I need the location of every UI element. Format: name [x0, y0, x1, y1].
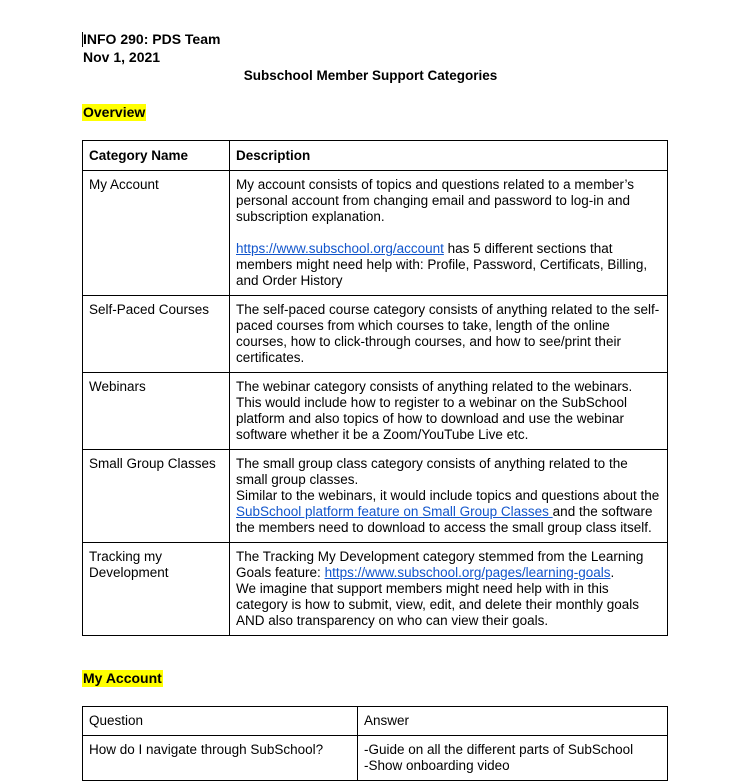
question-cell: How do I navigate through SubSchool?	[83, 736, 358, 781]
description-text: .	[610, 565, 615, 580]
table-row-tracking	[83, 543, 668, 636]
description-paragraph	[236, 241, 661, 289]
my-account-heading: My Account	[83, 670, 162, 686]
description-paragraph: We imagine that support members might need help with in this category is how to submit, view, edit, and delete their monthly goals AND also transparency on who can view their goals.	[236, 581, 639, 628]
description-text: and the software the members need to download to access the small group class itself.	[236, 504, 653, 535]
description-paragraph: My account consists of topics and questions related to a member’s personal account from changing email and password to log-in and subscription explanation.	[236, 177, 634, 224]
description-paragraph: The small group class category consists of anything related to the small group classes.	[236, 456, 628, 487]
category-description	[230, 450, 668, 543]
learning-goals-link[interactable]: https://www.subschool.org/pages/learning-goals	[324, 565, 611, 580]
qa-table	[82, 706, 668, 781]
table-row-webinars	[83, 373, 668, 450]
col-header-question: Question	[83, 707, 358, 736]
category-name: Self-Paced Courses	[83, 296, 230, 373]
answer-line: -Guide on all the different parts of SubSchool	[364, 742, 634, 757]
table-row-self-paced	[83, 296, 668, 373]
col-header-answer: Answer	[358, 707, 668, 736]
category-table	[82, 140, 668, 636]
account-link[interactable]: https://www.subschool.org/account	[236, 241, 444, 256]
overview-heading: Overview	[83, 104, 146, 120]
col-header-description: Description	[230, 141, 668, 171]
col-header-category: Category Name	[83, 141, 230, 171]
table-row-small-group	[83, 450, 668, 543]
table-row-my-account	[83, 171, 668, 296]
table-header-row	[83, 141, 668, 171]
category-description	[230, 171, 668, 296]
date-header: Nov 1, 2021	[83, 49, 161, 65]
description-text: The Tracking My Development category stemmed from the Learning Goals feature:	[236, 549, 644, 580]
small-group-link[interactable]: SubSchool platform feature on Small Group Classes	[236, 504, 553, 519]
category-name: Small Group Classes	[83, 450, 230, 543]
description-text: Similar to the webinars, it would include topics and questions about the	[236, 488, 660, 503]
category-description: The webinar category consists of anything related to the webinars. This would include how to register to a webinar on the SubSchool platform and also topics of how to download and use the webinar software whether it be a Zoom/YouTube Live etc.	[230, 373, 668, 450]
category-name: My Account	[83, 171, 230, 296]
category-name: Webinars	[83, 373, 230, 450]
answer-line: -Show onboarding video	[364, 758, 510, 773]
description-text: has 5 different sections that members might need help with: Profile, Password, Certificats, Billing, and Order History	[236, 241, 648, 288]
category-name: Tracking my Development	[83, 543, 230, 636]
description-paragraph	[236, 549, 661, 581]
description-paragraph	[236, 488, 661, 536]
category-description: The self-paced course category consists of anything related to the self-paced courses from which courses to take, length of the online courses, how to click-through courses, and how to see/print their certificates.	[230, 296, 668, 373]
course-header: INFO 290: PDS Team	[83, 31, 221, 47]
category-description	[230, 543, 668, 636]
table-header-row	[83, 707, 668, 736]
document-title: Subschool Member Support Categories	[243, 68, 498, 83]
